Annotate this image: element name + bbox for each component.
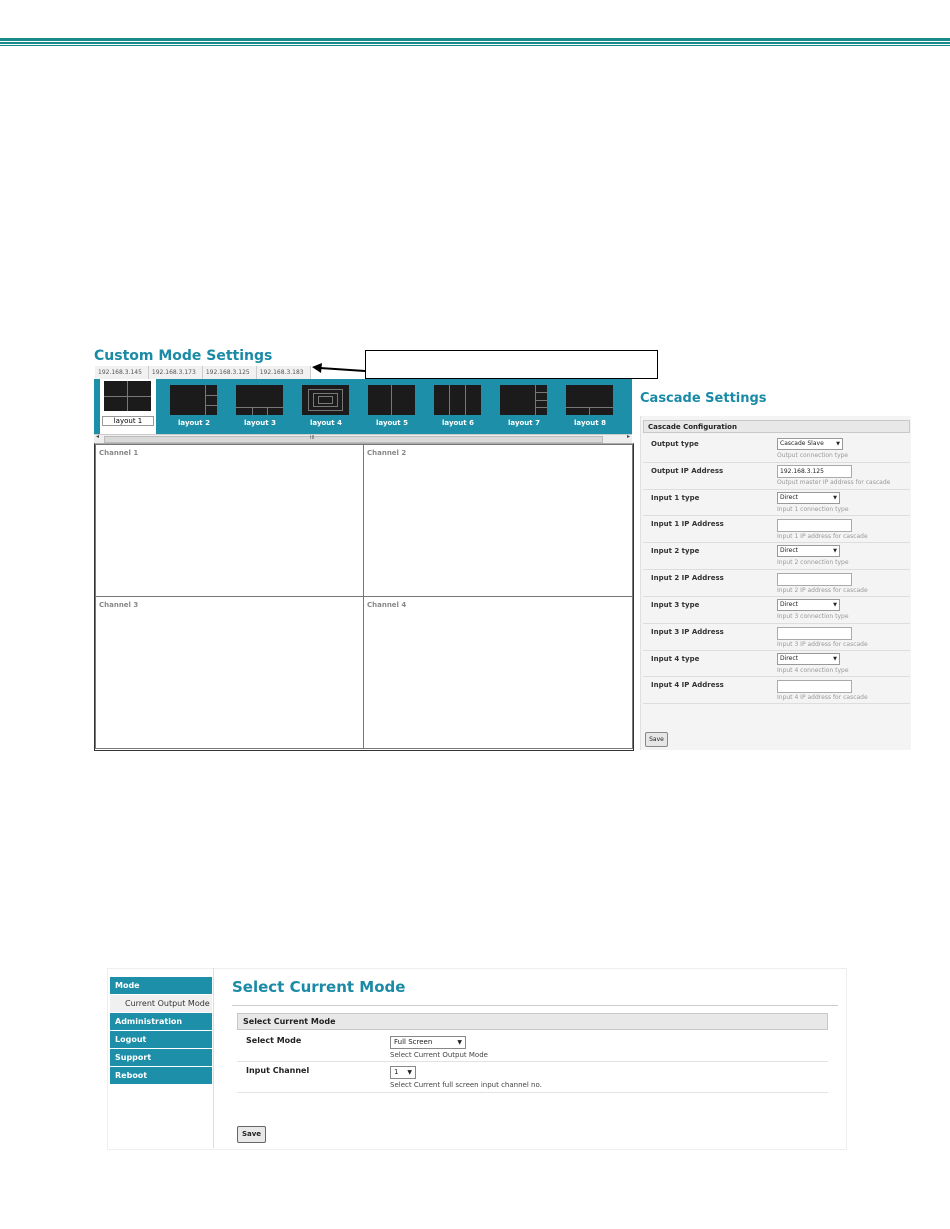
layout-2-thumbnail bbox=[170, 385, 217, 415]
field-hint: Output connection type bbox=[777, 452, 849, 459]
left-arrow-icon bbox=[312, 362, 366, 376]
field-label: Input 2 IP Address bbox=[651, 574, 724, 582]
ip-tabs bbox=[95, 366, 311, 380]
layout-5-item[interactable] bbox=[364, 383, 420, 431]
layout-1-item[interactable] bbox=[100, 379, 156, 434]
input-2-type-select[interactable]: Direct ▼ bbox=[777, 545, 840, 557]
layout-label: layout 5 bbox=[376, 419, 408, 427]
layout-label: layout 6 bbox=[442, 419, 474, 427]
triangle-down-icon: ▼ bbox=[457, 1039, 462, 1046]
input-3-type-select[interactable]: Direct ▼ bbox=[777, 599, 840, 611]
field-hint: Input 1 IP address for cascade bbox=[777, 533, 868, 540]
field-hint: Input 2 IP address for cascade bbox=[777, 587, 868, 594]
input-2-ip-row bbox=[643, 569, 910, 597]
input-2-type-row bbox=[643, 542, 910, 570]
title-divider bbox=[232, 1005, 838, 1006]
channel-3-cell[interactable] bbox=[95, 596, 364, 749]
input-4-ip-row bbox=[643, 676, 910, 704]
layout-label: layout 3 bbox=[244, 419, 276, 427]
input-1-ip-input[interactable] bbox=[777, 519, 852, 532]
ip-tab[interactable]: 192.168.3.173 bbox=[149, 366, 203, 380]
input-1-type-select[interactable]: Direct ▼ bbox=[777, 492, 840, 504]
output-ip-row bbox=[643, 462, 910, 490]
field-label: Input 4 type bbox=[651, 655, 700, 663]
scroll-left-icon[interactable]: ◂ bbox=[96, 433, 100, 440]
field-hint: Output master IP address for cascade bbox=[777, 479, 891, 486]
sidebar-item-current-output-mode[interactable]: Current Output Mode bbox=[110, 995, 212, 1012]
cascade-save-button[interactable]: Save bbox=[645, 732, 668, 747]
field-label: Output IP Address bbox=[651, 467, 724, 475]
layout-6-item[interactable] bbox=[430, 383, 486, 431]
layout-8-item[interactable] bbox=[562, 383, 618, 431]
sidebar-item-support[interactable]: Support bbox=[110, 1049, 212, 1066]
custom-mode-title: Custom Mode Settings bbox=[94, 348, 273, 364]
field-hint: Input 1 connection type bbox=[777, 506, 849, 513]
input-3-ip-input[interactable] bbox=[777, 627, 852, 640]
field-hint: Select Current Output Mode bbox=[390, 1051, 488, 1059]
callout-box bbox=[365, 350, 658, 379]
input-4-type-row bbox=[643, 650, 910, 677]
input-4-ip-input[interactable] bbox=[777, 680, 852, 693]
triangle-down-icon: ▼ bbox=[833, 656, 837, 662]
input-channel-dropdown[interactable]: 1 ▼ bbox=[390, 1066, 416, 1079]
layout-label: layout 1 bbox=[102, 416, 154, 426]
field-label: Output type bbox=[651, 440, 699, 448]
sidebar-item-mode[interactable]: Mode bbox=[110, 977, 212, 994]
layout-7-thumbnail bbox=[500, 385, 547, 415]
field-label: Input Channel bbox=[246, 1066, 310, 1075]
field-hint: Input 4 IP address for cascade bbox=[777, 694, 868, 701]
input-1-ip-row bbox=[643, 515, 910, 543]
field-hint: Input 4 connection type bbox=[777, 667, 849, 674]
channel-1-cell[interactable] bbox=[95, 444, 364, 597]
channel-label: Channel 2 bbox=[367, 449, 407, 457]
input-1-type-row bbox=[643, 489, 910, 516]
channel-grid bbox=[94, 443, 634, 751]
sidebar-item-administration[interactable]: Administration bbox=[110, 1013, 212, 1030]
triangle-down-icon: ▼ bbox=[833, 548, 837, 554]
field-label: Input 3 type bbox=[651, 601, 700, 609]
scroll-grip: III bbox=[310, 435, 315, 441]
input-2-ip-input[interactable] bbox=[777, 573, 852, 586]
field-label: Input 2 type bbox=[651, 547, 700, 555]
channel-4-cell[interactable] bbox=[363, 596, 633, 749]
layout-label: layout 4 bbox=[310, 419, 342, 427]
scroll-thumb[interactable] bbox=[104, 436, 603, 443]
header-rule bbox=[0, 38, 950, 48]
ip-tab[interactable]: 192.168.3.183 bbox=[257, 366, 311, 380]
field-label: Input 1 IP Address bbox=[651, 520, 724, 528]
input-3-ip-row bbox=[643, 623, 910, 651]
ip-tab[interactable]: 192.168.3.125 bbox=[203, 366, 257, 380]
triangle-down-icon: ▼ bbox=[836, 441, 840, 447]
ip-tab[interactable]: 192.168.3.145 bbox=[95, 366, 149, 380]
layout-6-thumbnail bbox=[434, 385, 481, 415]
output-ip-input[interactable]: 192.168.3.125 bbox=[777, 465, 852, 478]
layout-bar bbox=[94, 379, 632, 434]
select-mode-section-header: Select Current Mode bbox=[237, 1013, 828, 1030]
layout-8-thumbnail bbox=[566, 385, 613, 415]
select-mode-row bbox=[237, 1031, 828, 1062]
field-hint: Input 3 connection type bbox=[777, 613, 849, 620]
page-title: Select Current Mode bbox=[232, 978, 406, 996]
input-3-type-row bbox=[643, 596, 910, 624]
layout-2-item[interactable] bbox=[166, 383, 222, 431]
layout-1-thumbnail bbox=[104, 381, 151, 411]
layout-5-thumbnail bbox=[368, 385, 415, 415]
scroll-right-icon[interactable]: ▸ bbox=[626, 433, 630, 440]
channel-2-cell[interactable] bbox=[363, 444, 633, 597]
field-label: Input 3 IP Address bbox=[651, 628, 724, 636]
layout-4-item[interactable] bbox=[298, 383, 354, 431]
field-hint: Input 2 connection type bbox=[777, 559, 849, 566]
field-hint: Input 3 IP address for cascade bbox=[777, 641, 868, 648]
channel-label: Channel 3 bbox=[99, 601, 139, 609]
sidebar-item-logout[interactable]: Logout bbox=[110, 1031, 212, 1048]
input-4-type-select[interactable]: Direct ▼ bbox=[777, 653, 840, 665]
cascade-section-header: Cascade Configuration bbox=[643, 420, 910, 433]
save-button[interactable]: Save bbox=[237, 1126, 266, 1143]
channel-label: Channel 4 bbox=[367, 601, 407, 609]
channel-label: Channel 1 bbox=[99, 449, 139, 457]
field-label: Input 1 type bbox=[651, 494, 700, 502]
layout-4-thumbnail bbox=[302, 385, 349, 415]
field-hint: Select Current full screen input channel no. bbox=[390, 1081, 542, 1089]
output-type-row bbox=[643, 435, 910, 463]
layout-label: layout 7 bbox=[508, 419, 540, 427]
select-mode-dropdown[interactable]: Full Screen ▼ bbox=[390, 1036, 466, 1049]
field-label: Input 4 IP Address bbox=[651, 681, 724, 689]
layout-label: layout 2 bbox=[178, 419, 210, 427]
triangle-down-icon: ▼ bbox=[407, 1069, 412, 1076]
layout-7-item[interactable] bbox=[496, 383, 552, 431]
triangle-down-icon: ▼ bbox=[833, 495, 837, 501]
layout-3-thumbnail bbox=[236, 385, 283, 415]
input-channel-row bbox=[237, 1061, 828, 1093]
layout-label: layout 8 bbox=[574, 419, 606, 427]
field-label: Select Mode bbox=[246, 1036, 302, 1045]
sidebar-item-reboot[interactable]: Reboot bbox=[110, 1067, 212, 1084]
sidebar-nav bbox=[110, 977, 212, 1085]
triangle-down-icon: ▼ bbox=[833, 602, 837, 608]
layout-3-item[interactable] bbox=[232, 383, 288, 431]
output-type-select[interactable]: Cascade Slave ▼ bbox=[777, 438, 843, 450]
cascade-title: Cascade Settings bbox=[640, 391, 767, 406]
